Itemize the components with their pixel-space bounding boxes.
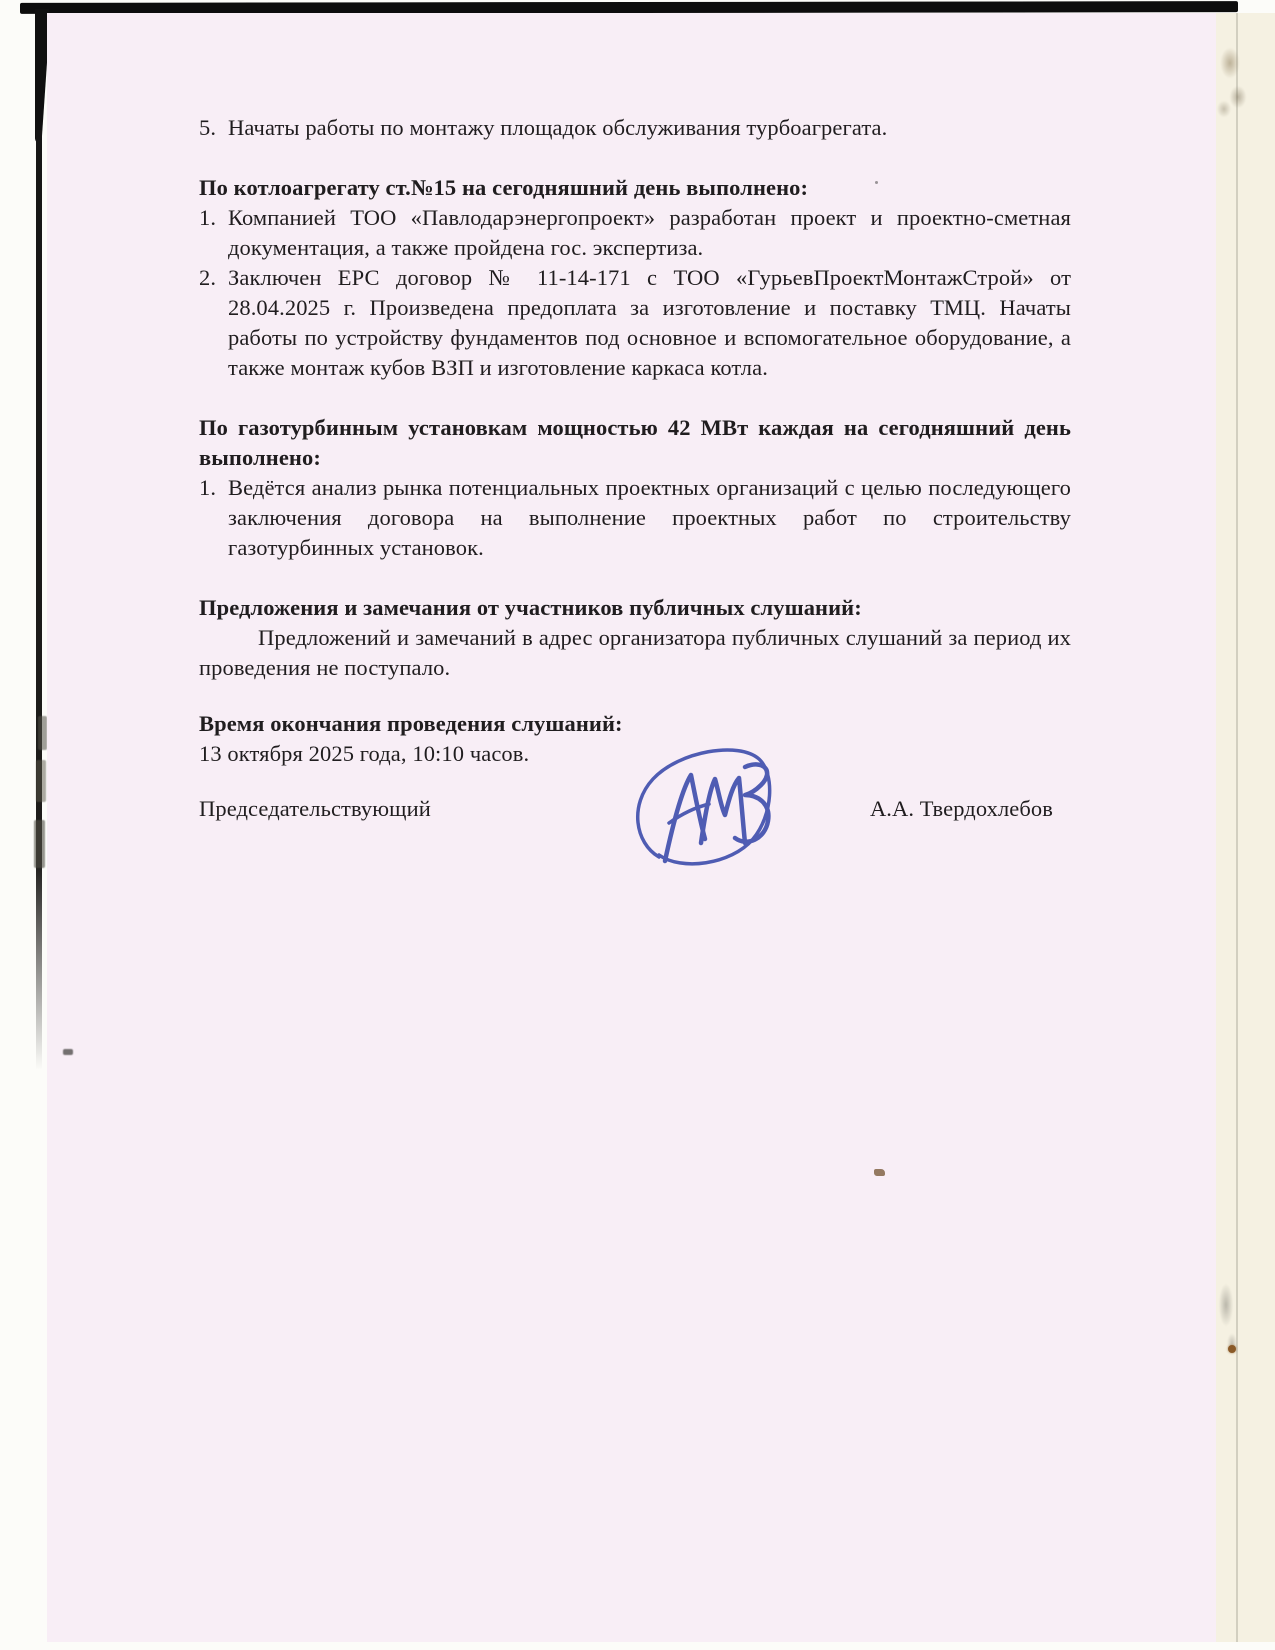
list-item-turbine-5 xyxy=(199,113,1071,143)
scan-smudge-left xyxy=(36,760,46,802)
proposals-body-text: Предложений и замечаний в адрес организатора публичных слушаний за период их проведения не поступало. xyxy=(199,625,1071,680)
list-marker: 1. xyxy=(199,475,217,500)
section-heading-proposals: Предложения и замечания от участников публичных слушаний: xyxy=(199,595,862,620)
scan-page-shadow xyxy=(1236,13,1238,1642)
list-marker: 5. xyxy=(199,115,217,140)
list-marker: 1. xyxy=(199,205,217,230)
document-page xyxy=(47,13,1216,1642)
scan-edge-top-bar xyxy=(20,1,1238,14)
list-item-text: Начаты работы по монтажу площадок обслуживания турбоагрегата. xyxy=(228,115,888,140)
scan-edge-left-line xyxy=(36,130,42,1070)
scan-smudge-left xyxy=(34,820,45,868)
scan-ink-dot xyxy=(1228,1345,1236,1353)
section-heading-gas-turbines: По газотурбинным установкам мощностью 42 МВт каждая на сегодняшний день выполнено: xyxy=(199,415,1071,470)
document-body xyxy=(199,113,1071,824)
list-item-boiler-2 xyxy=(199,263,1071,383)
scan-edge-right-strip xyxy=(1216,13,1275,1642)
scan-smudge-left xyxy=(38,716,47,750)
list-item-boiler-1 xyxy=(199,203,1071,263)
section-heading-end-time: Время окончания проведения слушаний: xyxy=(199,711,623,736)
scan-smudge-right-top xyxy=(1216,25,1250,125)
list-item-text: Компанией ТОО «Павлодарэнергопроект» разработан проект и проектно-сметная документация, а также пройдена гос. экспертиза. xyxy=(228,205,1071,260)
section-heading-boiler-unit: По котлоагрегату ст.№15 на сегодняшний день выполнено: xyxy=(199,175,809,200)
signature-ink xyxy=(625,743,793,873)
dust-speck xyxy=(874,1169,885,1176)
list-item-gas-turbine-1 xyxy=(199,473,1071,563)
list-item-text: Заключен ЕРС договор № 11-14-171 с ТОО «ГурьевПроектМонтажСтрой» от 28.04.2025 г. Произведена предоплата за изготовление и поставку ТМЦ. Начаты работы по устройству фундаментов под основное и вспомогательное оборудование, а также монтаж кубов ВЗП и изготовление каркаса котла. xyxy=(228,265,1071,380)
list-item-text: Ведётся анализ рынка потенциальных проектных организаций с целью последующего заключения договора на выполнение проектных работ по строительству газотурбинных установок. xyxy=(228,475,1071,560)
scan-smudge-right-mid xyxy=(1216,1255,1242,1355)
signer-name: А.А. Твердохлебов xyxy=(869,796,1053,821)
end-time-value: 13 октября 2025 года, 10:10 часов. xyxy=(199,741,530,766)
list-marker: 2. xyxy=(199,265,217,290)
dust-speck xyxy=(63,1049,73,1055)
signer-role-label: Председательствующий xyxy=(199,796,431,821)
